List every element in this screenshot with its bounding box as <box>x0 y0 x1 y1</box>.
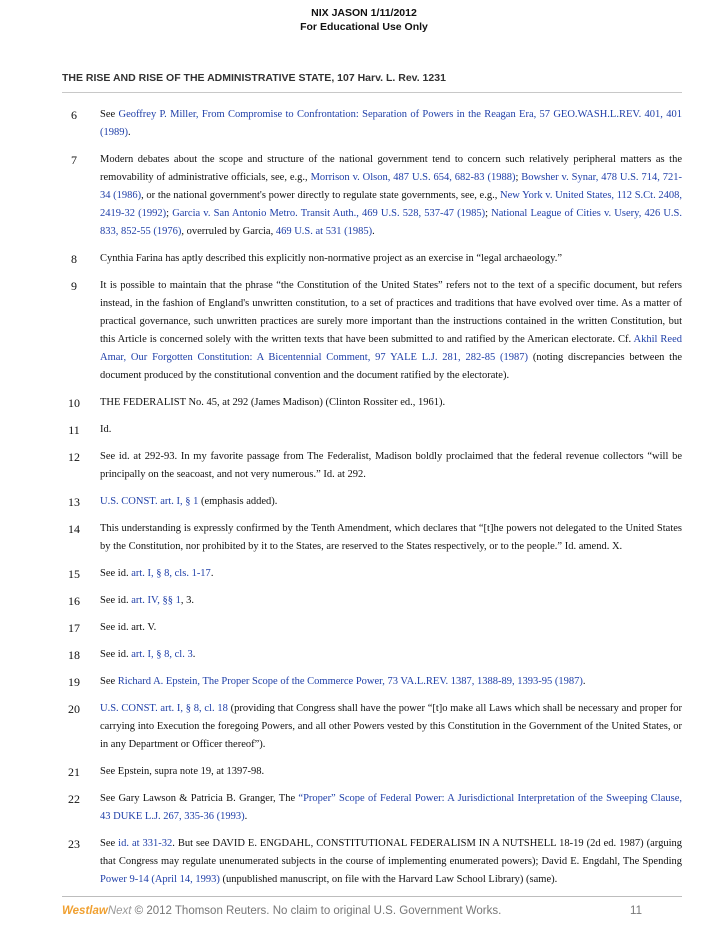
footnote-text-segment: See id. at 292-93. In my favorite passage from The Federalist, Madison boldly proclaimed that the federal revenue collectors “will be principally on the seacoast, and not very numerous.” Id. at 292. <box>100 451 682 480</box>
footnote-text-segment: , or the national government's power directly to regulate state governments, see, e.g., <box>141 190 500 201</box>
footnote-text <box>100 649 195 660</box>
logo-next-text: Next <box>107 905 132 917</box>
footnote-text-segment: , overruled by Garcia, <box>181 226 276 237</box>
footnote-text-segment: THE FEDERALIST No. 45, at 292 (James Madison) (Clinton Rossiter ed., 1961). <box>100 397 446 408</box>
footnote-text-segment: Id. <box>100 424 112 435</box>
logo-westlaw-text: Westlaw <box>62 905 108 917</box>
footnote-19 <box>62 673 682 691</box>
footnote-text <box>100 676 586 687</box>
page-header <box>0 6 728 34</box>
citation-link[interactable]: Power 9-14 (April 14, 1993) <box>100 874 220 885</box>
footnote-number: 13 <box>68 495 80 509</box>
footnote-text-segment: . <box>128 127 131 138</box>
footnote-text-segment: Modern debates about the scope and structure of the national government tend to concern such relatively peripheral matters as the removability of administrative officials, see, e.g., <box>100 154 682 183</box>
citation-link[interactable]: Morrison v. Olson, 487 U.S. 654, 682-83 (1988) <box>310 172 516 183</box>
footnote-number: 14 <box>68 522 80 536</box>
footnote-number: 6 <box>71 108 77 122</box>
footnote-text-segment: (providing that Congress shall have the power “[t]o make all Laws which shall be necessary and proper for carrying into Execution the foregoing Powers, and all other Powers vested by this Constitution in the Government of the United States, or in any Department or Officer thereof”). <box>100 703 682 750</box>
footnote-number: 7 <box>71 153 77 167</box>
footnote-text-segment: . <box>210 568 214 579</box>
footnote-text-segment: See id. <box>100 568 132 579</box>
footnote-13 <box>62 493 682 511</box>
header-user-date: NIX JASON 1/11/2012 <box>311 7 417 19</box>
footnote-text-segment: (noting discrepancies between the document produced by the constitutional convention and the document ratified by the electorate). <box>100 352 682 381</box>
citation-link[interactable]: “Proper” Scope of Federal Power: A Jurisdictional Interpretation of the Sweeping Clause, 43 DUKE L.J. 267, 335-36 (1993) <box>100 793 682 822</box>
footnote-text-segment: ; <box>515 172 522 183</box>
footnote-number: 18 <box>68 648 80 662</box>
citation-link[interactable]: Richard A. Epstein, The Proper Scope of the Commerce Power, 73 VA.L.REV. 1387, 1388-89, 1393-95 (1987) <box>117 676 583 687</box>
footnote-text-segment: . <box>244 811 248 822</box>
citation-link[interactable]: New York v. United States, 112 S.Ct. 2408, 2419-32 (1992) <box>100 190 682 219</box>
header-use-notice: For Educational Use Only <box>300 21 428 33</box>
footnote-14 <box>62 520 682 556</box>
footnote-text <box>100 424 111 435</box>
footnote-15 <box>62 565 682 583</box>
footnote-18 <box>62 646 682 664</box>
footnote-text-segment: It is possible to maintain that the phrase “the Constitution of the United States” refers not to the text of a specific document, but refers instead, in the fashion of England's unwritten constitution, to a set of practices and traditions that have evolved over time. As a matter of practical governance, such unwritten practices are surely more important than the instructions contained in the written Constitution, but this Article is concerned solely with the written texts that have been submitted to and ratified by the American electorate. Cf. <box>100 280 682 345</box>
footnote-text <box>100 595 194 606</box>
footnote-text <box>100 280 682 381</box>
footnote-10 <box>62 394 682 412</box>
footnote-number: 21 <box>68 765 80 779</box>
citation-link[interactable]: National League of Cities v. Usery, 426 U.S. 833, 852-55 (1976) <box>100 208 683 237</box>
footnote-text-segment: See <box>100 838 119 849</box>
footnote-text-segment: . <box>582 676 586 687</box>
footnote-text <box>100 496 277 507</box>
footnote-21 <box>62 763 682 781</box>
footnote-text <box>100 451 682 480</box>
footnote-text-segment: . <box>192 649 196 660</box>
footnote-23 <box>62 835 682 889</box>
footnote-text <box>100 568 213 579</box>
footnote-number: 15 <box>68 567 80 581</box>
footnote-text-segment: (unpublished manuscript, on file with the Harvard Law School Library) (same). <box>219 874 558 885</box>
footnote-text-segment: See id. art. V. <box>100 622 157 633</box>
footnote-20 <box>62 700 682 754</box>
footnote-7 <box>62 151 682 241</box>
footer-divider <box>62 896 682 897</box>
footnote-text-segment: . <box>372 226 375 237</box>
footnotes-list <box>62 106 682 898</box>
footnote-22 <box>62 790 682 826</box>
footnote-number: 23 <box>68 837 80 851</box>
footnote-text-segment: This understanding is expressly confirmed by the Tenth Amendment, which declares that “[t]he powers not delegated to the United States by the Constitution, nor prohibited by it to the States, are reserved to the States respectively, or to the people.” Id. amend. X. <box>100 523 682 552</box>
citation-link[interactable]: Garcia v. San Antonio Metro. Transit Auth., 469 U.S. 528, 537-47 (1985) <box>172 208 486 219</box>
footnote-text-segment: , 3. <box>180 595 195 606</box>
citation-link[interactable]: art. IV, §§ 1 <box>131 595 181 606</box>
citation-link[interactable]: U.S. CONST. art. I, § 1 <box>100 496 199 507</box>
title-divider <box>62 92 682 93</box>
citation-link[interactable]: art. I, § 8, cls. 1-17 <box>131 568 211 579</box>
citation-link[interactable]: 469 U.S. at 531 (1985) <box>275 226 373 237</box>
footnote-6 <box>62 106 682 142</box>
footnote-12 <box>62 448 682 484</box>
footnote-text-segment: . But see DAVID E. ENGDAHL, CONSTITUTIONAL FEDERALISM IN A NUTSHELL 18-19 (2d ed. 1987) (arguing that Congress may regulate unenumerated subjects in the course of implementing enumerated powers); David E. Engdahl, The Spending <box>100 838 682 867</box>
document-title: THE RISE AND RISE OF THE ADMINISTRATIVE STATE, 107 Harv. L. Rev. 1231 <box>62 72 446 84</box>
citation-link[interactable]: id. at 331-32 <box>118 838 173 849</box>
footnote-number: 8 <box>71 252 77 266</box>
citation-link[interactable]: U.S. CONST. art. I, § 8, cl. 18 <box>100 703 228 714</box>
footnote-text <box>100 838 682 885</box>
footnote-text-segment: See id. <box>100 649 132 660</box>
footnote-number: 10 <box>68 396 80 410</box>
footnote-text-segment: See id. <box>100 595 132 606</box>
citation-link[interactable]: art. I, § 8, cl. 3 <box>131 649 193 660</box>
footnote-number: 17 <box>68 621 80 635</box>
footnote-text-segment: See <box>100 109 119 120</box>
footnote-number: 12 <box>68 450 80 464</box>
footnote-text <box>100 622 156 633</box>
footnote-text <box>100 154 682 237</box>
copyright-text: © 2012 Thomson Reuters. No claim to original U.S. Government Works. <box>134 905 502 917</box>
footnote-text <box>100 523 682 552</box>
footnote-number: 22 <box>68 792 80 806</box>
footnote-text <box>100 109 682 138</box>
footnote-text-segment: See <box>100 676 118 687</box>
footnote-text-segment: ; <box>485 208 492 219</box>
footnote-text <box>100 397 445 408</box>
footnote-text-segment: See Epstein, supra note 19, at 1397-98. <box>100 766 265 777</box>
citation-link[interactable]: Geoffrey P. Miller, From Compromise to Confrontation: Separation of Powers in the Reagan Era, 57 GEO.WASH.L.REV. 401, 401 (1989) <box>100 109 682 138</box>
footnote-text <box>100 793 682 822</box>
page-footer <box>62 903 682 919</box>
footnote-11 <box>62 421 682 439</box>
footnote-9 <box>62 277 682 385</box>
citation-link[interactable]: Akhil Reed Amar, Our Forgotten Constitution: A Bicentennial Comment, 97 YALE L.J. 281, 282-85 (1987) <box>100 334 683 363</box>
footnote-number: 9 <box>71 279 77 293</box>
citation-link[interactable]: Bowsher v. Synar, 478 U.S. 714, 721-34 (1986) <box>100 172 682 201</box>
footnote-16 <box>62 592 682 610</box>
footnote-text <box>100 253 562 264</box>
footnote-text-segment: (emphasis added). <box>198 496 278 507</box>
footnote-17 <box>62 619 682 637</box>
footnote-8 <box>62 250 682 268</box>
page-number: 11 <box>630 905 642 917</box>
footnote-text-segment: ; <box>166 208 173 219</box>
footnote-number: 11 <box>68 423 80 437</box>
footnote-text-segment: See Gary Lawson & Patricia B. Granger, The <box>100 793 299 804</box>
footnote-text <box>100 766 264 777</box>
footnote-text-segment: Cynthia Farina has aptly described this explicitly non-normative project as an exercise in “legal archaeology.” <box>100 253 563 264</box>
footnote-text <box>100 703 682 750</box>
footnote-number: 19 <box>68 675 80 689</box>
footnote-number: 16 <box>68 594 80 608</box>
footnote-number: 20 <box>68 702 80 716</box>
westlawnext-logo <box>62 905 131 917</box>
